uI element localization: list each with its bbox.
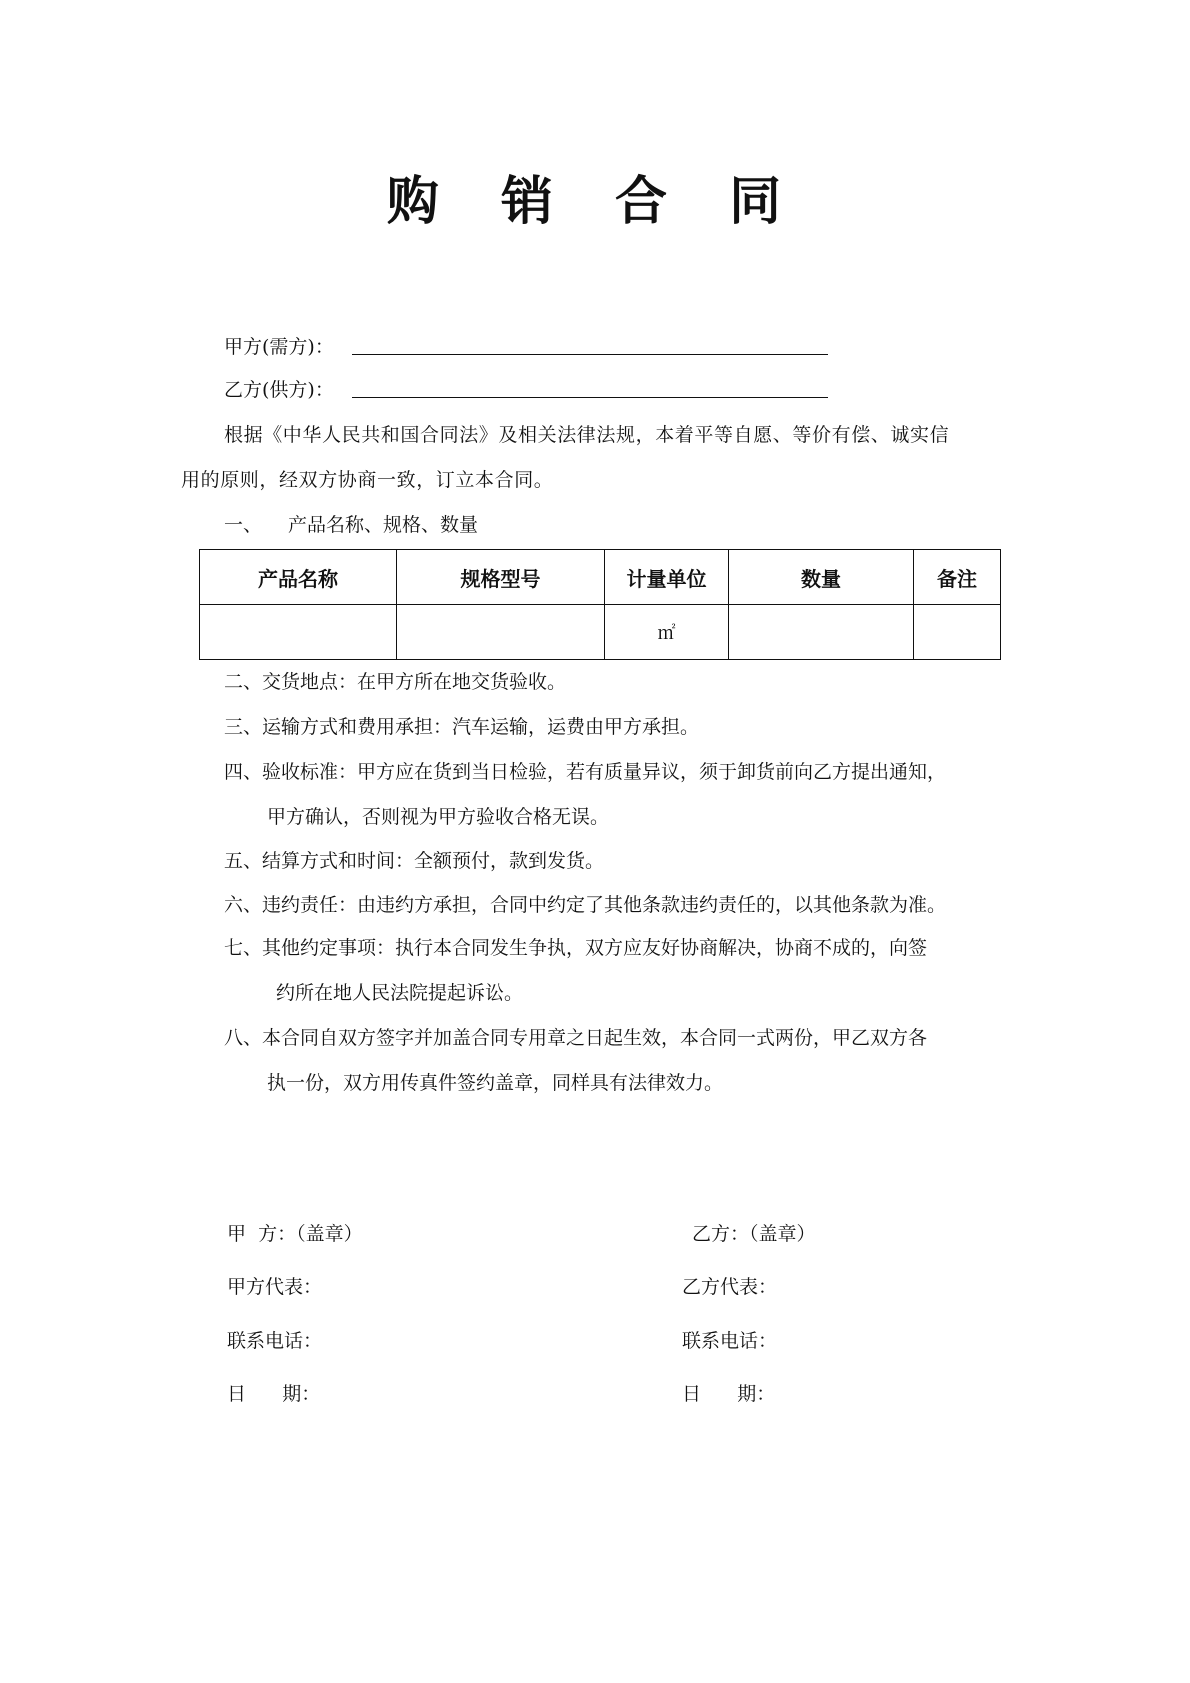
party-a-seal-label: 甲 方：（盖章） [227,1223,363,1245]
clause-3: 三、运输方式和费用承担：汽车运输，运费由甲方承担。 [224,716,700,738]
table-row [200,605,1001,660]
section-1-heading: 产品名称、规格、数量 [288,514,479,536]
clause-7-line-2: 约所在地人民法院提起诉讼。 [276,982,524,1004]
preamble-line-1: 根据《中华人民共和国合同法》及相关法律法规，本着平等自愿、等价有偿、诚实信 [224,424,950,446]
party-b-rep-label: 乙方代表： [682,1276,778,1298]
party-a-blank-line[interactable] [352,354,828,355]
clause-5: 五、结算方式和时间：全额预付，款到发货。 [224,850,605,872]
clause-2: 二、交货地点：在甲方所在地交货验收。 [224,671,567,693]
party-a-phone-label: 联系电话： [227,1330,323,1352]
table-header-row [200,550,1001,605]
table-header-cell: 数量 [729,550,914,605]
table-header-cell: 计量单位 [605,550,729,605]
party-a-date-label: 日 期： [227,1383,321,1405]
clause-4-line-2: 甲方确认，否则视为甲方验收合格无误。 [267,806,610,828]
table-header-cell: 产品名称 [200,550,397,605]
section-1-number: 一、 [224,514,263,536]
party-b-seal-label: 乙方：（盖章） [692,1223,816,1245]
table-header-cell: 备注 [914,550,1001,605]
party-a-label: 甲方(需方)： [224,336,334,358]
table-header-cell: 规格型号 [397,550,605,605]
table-cell[interactable] [729,605,914,660]
clause-6: 六、违约责任：由违约方承担，合同中约定了其他条款违约责任的，以其他条款为准。 [224,894,947,916]
document-title: 购 销 合 同 [386,172,804,232]
clause-8-line-1: 八、本合同自双方签字并加盖合同专用章之日起生效，本合同一式两份，甲乙双方各 [224,1027,928,1049]
table-cell[interactable] [914,605,1001,660]
table-cell[interactable] [200,605,397,660]
product-table [199,549,1001,660]
party-a-rep-label: 甲方代表： [227,1276,323,1298]
party-b-label: 乙方(供方)： [224,379,334,401]
clause-7-line-1: 七、其他约定事项：执行本合同发生争执，双方应友好协商解决，协商不成的，向签 [224,937,928,959]
clause-8-line-2: 执一份，双方用传真件签约盖章，同样具有法律效力。 [267,1072,724,1094]
party-b-phone-label: 联系电话： [682,1330,778,1352]
table-cell[interactable]: ㎡ [605,605,729,660]
preamble-line-2: 用的原则，经双方协商一致，订立本合同。 [181,469,554,491]
party-b-date-label: 日 期： [682,1383,776,1405]
clause-4-line-1: 四、验收标准：甲方应在货到当日检验，若有质量异议，须于卸货前向乙方提出通知， [224,761,947,783]
table-cell[interactable] [397,605,605,660]
party-b-blank-line[interactable] [352,397,828,398]
